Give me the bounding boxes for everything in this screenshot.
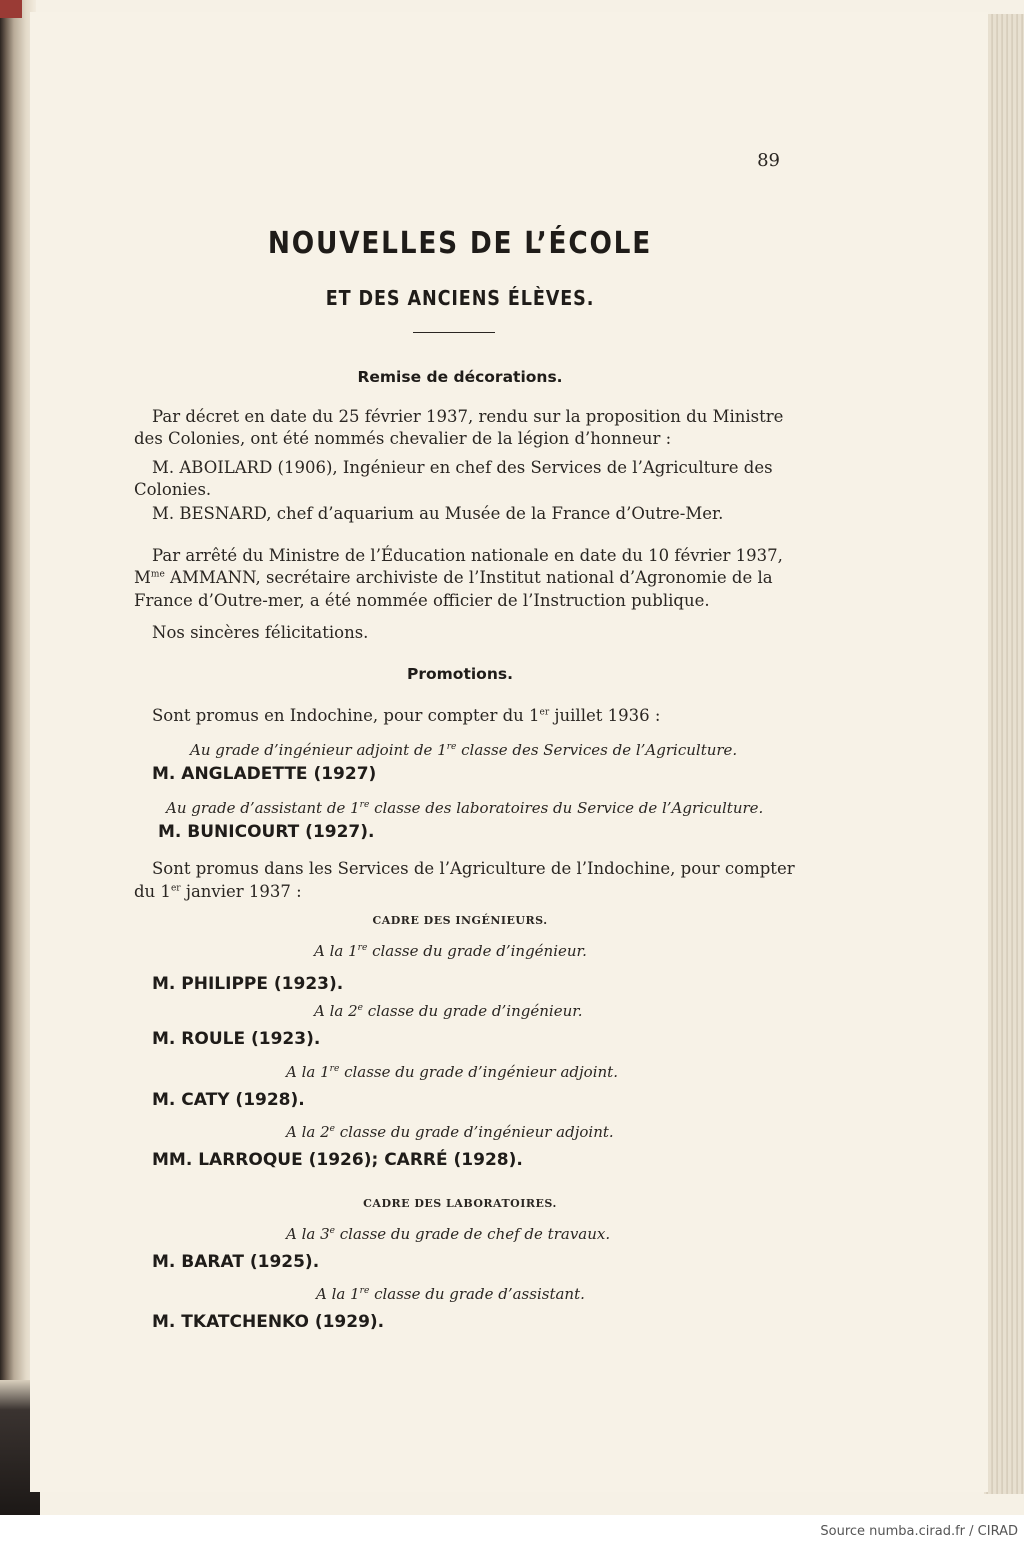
- paragraph-line: Par décret en date du 25 février 1937, rendu sur la proposition du Ministre: [152, 407, 784, 426]
- grade-line: A la 1re classe du grade d’ingénieur adjoint.: [286, 1063, 618, 1081]
- grade-line: Au grade d’assistant de 1re classe des laboratoires du Service de l’Agriculture.: [166, 799, 764, 817]
- grade-line: A la 3e classe du grade de chef de travaux.: [286, 1225, 611, 1243]
- paragraph-line: Colonies.: [134, 480, 212, 499]
- cadre-heading-ingenieurs: CADRE DES INGÉNIEURS.: [372, 914, 548, 927]
- page-title: NOUVELLES DE L’ÉCOLE: [267, 226, 653, 261]
- paragraph-line: Par arrêté du Ministre de l’Éducation nationale en date du 10 février 1937,: [152, 546, 783, 565]
- page-stack-edge: [984, 14, 1024, 1494]
- grade-line: A la 1re classe du grade d’assistant.: [316, 1285, 585, 1303]
- paragraph-line: des Colonies, ont été nommés chevalier de la légion d’honneur :: [134, 429, 672, 448]
- source-credit: Source numba.cirad.fr / CIRAD: [820, 1524, 1018, 1539]
- grade-line: A la 2e classe du grade d’ingénieur.: [314, 1002, 583, 1020]
- paragraph-line: Sont promus dans les Services de l’Agriculture de l’Indochine, pour compter: [152, 859, 795, 878]
- page-number: 89: [757, 150, 780, 171]
- paragraph-line: France d’Outre-mer, a été nommée officier de l’Instruction publique.: [134, 591, 710, 610]
- promoted-name: M. TKATCHENKO (1929).: [152, 1312, 385, 1332]
- promoted-name: M. ANGLADETTE (1927): [152, 764, 377, 784]
- paragraph-line: du 1er janvier 1937 :: [134, 882, 302, 901]
- promoted-name: M. CATY (1928).: [152, 1090, 305, 1110]
- grade-line: A la 2e classe du grade d’ingénieur adjoint.: [286, 1123, 614, 1141]
- promoted-name: M. ROULE (1923).: [152, 1029, 321, 1049]
- bookmark-ribbon: [0, 0, 22, 18]
- paragraph-line: M. ABOILARD (1906), Ingénieur en chef des Services de l’Agriculture des: [152, 458, 773, 477]
- page-subtitle: ET DES ANCIENS ÉLÈVES.: [325, 286, 595, 310]
- promoted-name: M. BUNICOURT (1927).: [158, 822, 375, 842]
- title-rule: [413, 332, 495, 333]
- paragraph-line: Sont promus en Indochine, pour compter du 1er juillet 1936 :: [152, 706, 661, 725]
- section-heading-decorations: Remise de décorations.: [357, 368, 563, 386]
- grade-line: Au grade d’ingénieur adjoint de 1re classe des Services de l’Agriculture.: [190, 741, 738, 759]
- section-heading-promotions: Promotions.: [407, 665, 513, 683]
- promoted-name: M. BARAT (1925).: [152, 1252, 320, 1272]
- promoted-name: MM. LARROQUE (1926); CARRÉ (1928).: [152, 1150, 523, 1170]
- paragraph-line: $M^{me}$ AMMANN, secrétaire archiviste de l’Institut national d’Agronomie de la: [134, 568, 773, 587]
- promoted-name: M. PHILIPPE (1923).: [152, 974, 344, 994]
- paragraph-line: M. BESNARD, chef d’aquarium au Musée de la France d’Outre-Mer.: [152, 504, 724, 523]
- cadre-heading-laboratoires: CADRE DES LABORATOIRES.: [363, 1197, 557, 1210]
- paragraph-line: Nos sincères félicitations.: [152, 623, 369, 642]
- grade-line: A la 1re classe du grade d’ingénieur.: [314, 942, 587, 960]
